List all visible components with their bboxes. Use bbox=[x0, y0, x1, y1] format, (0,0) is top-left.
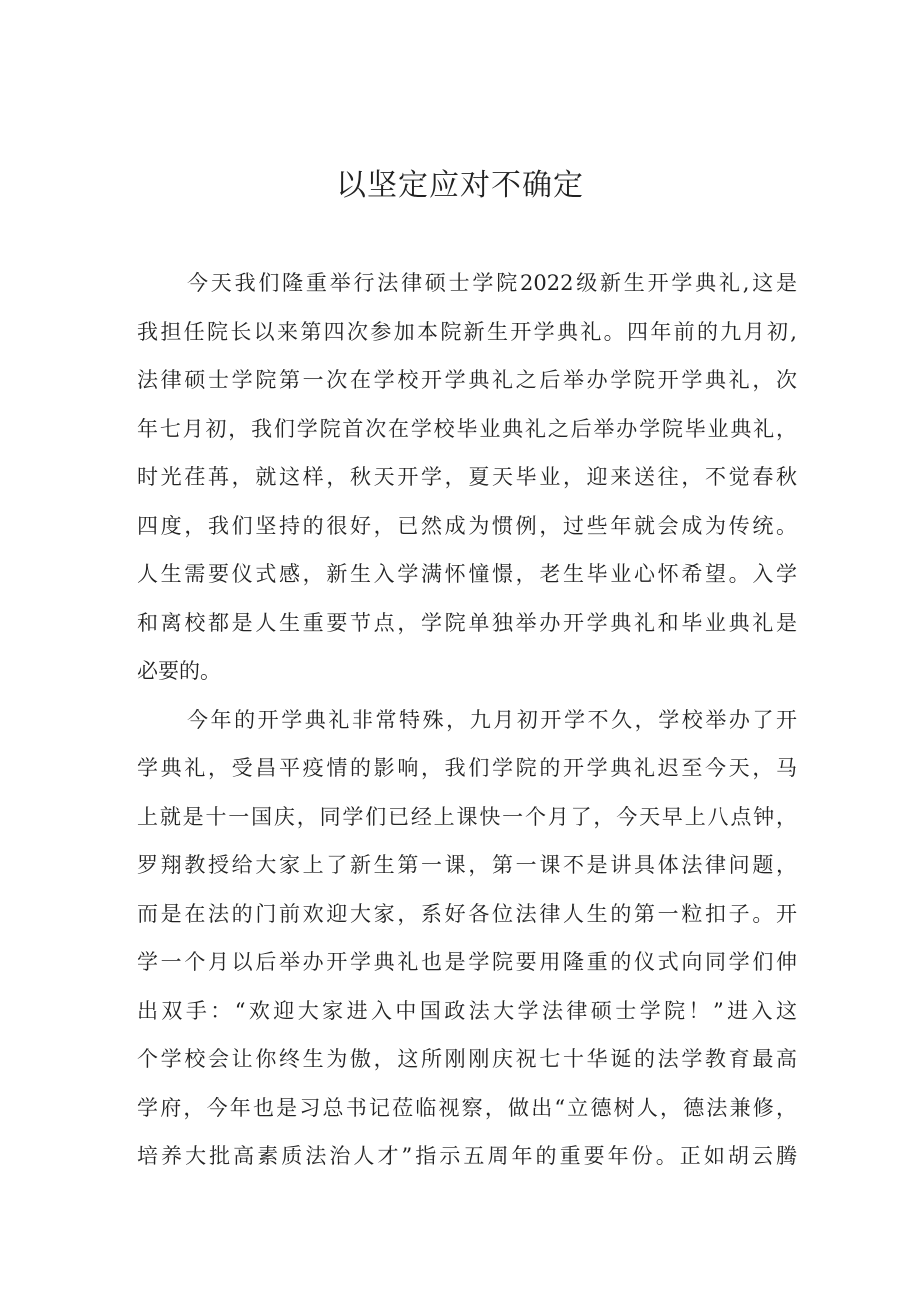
paragraph-1 bbox=[137, 259, 797, 696]
text-line: 罗翔教授给大家上了新生第一课，第一课不是讲具体法律问题， bbox=[137, 853, 797, 877]
text-line: 学一个月以后举办开学典礼也是学院要用隆重的仪式向同学们伸 bbox=[137, 950, 797, 974]
text-line: 年七月初，我们学院首次在学校毕业典礼之后举办学院毕业典礼， bbox=[137, 416, 797, 441]
text-line: 培养大批高素质法治人才”指示五周年的重要年份。正如胡云腾 bbox=[137, 1144, 797, 1168]
paragraph-2 bbox=[137, 696, 797, 1181]
text-line: 法律硕士学院第一次在学校开学典礼之后举办学院开学典礼，次 bbox=[137, 368, 797, 392]
text-line: 今天我们隆重举行法律硕士学院2022级新生开学典礼,这是 bbox=[187, 271, 797, 295]
text-line: 个学校会让你终生为傲，这所刚刚庆祝七十华诞的法学教育最高 bbox=[137, 1047, 797, 1071]
text-line: 人生需要仪式感，新生入学满怀憧憬，老生毕业心怀希望。入学 bbox=[137, 562, 797, 586]
text-line: 今年的开学典礼非常特殊，九月初开学不久，学校举办了开 bbox=[187, 707, 797, 732]
text-line: 学府，今年也是习总书记莅临视察，做出“立德树人，德法兼修， bbox=[137, 1095, 797, 1120]
text-line: 出双手：“欢迎大家进入中国政法大学法律硕士学院！”进入这 bbox=[137, 998, 797, 1023]
text-line: 而是在法的门前欢迎大家，系好各位法律人生的第一粒扣子。开 bbox=[137, 901, 797, 926]
text-line: 学典礼，受昌平疫情的影响，我们学院的开学典礼迟至今天，马 bbox=[137, 756, 797, 780]
text-line: 和离校都是人生重要节点，学院单独举办开学典礼和毕业典礼是 bbox=[137, 610, 797, 635]
document-body bbox=[137, 259, 797, 1181]
text-line: 上就是十一国庆，同学们已经上课快一个月了，今天早上八点钟， bbox=[137, 804, 797, 829]
document-title: 以坚定应对不确定 bbox=[336, 168, 584, 203]
text-line: 四度，我们坚持的很好，已然成为惯例，过些年就会成为传统。 bbox=[137, 513, 797, 538]
text-line: 时光荏苒，就这样，秋天开学，夏天毕业，迎来送往，不觉春秋 bbox=[137, 465, 797, 489]
text-line: 必要的。 bbox=[137, 659, 221, 683]
text-line: 我担任院长以来第四次参加本院新生开学典礼。四年前的九月初, bbox=[137, 319, 797, 344]
